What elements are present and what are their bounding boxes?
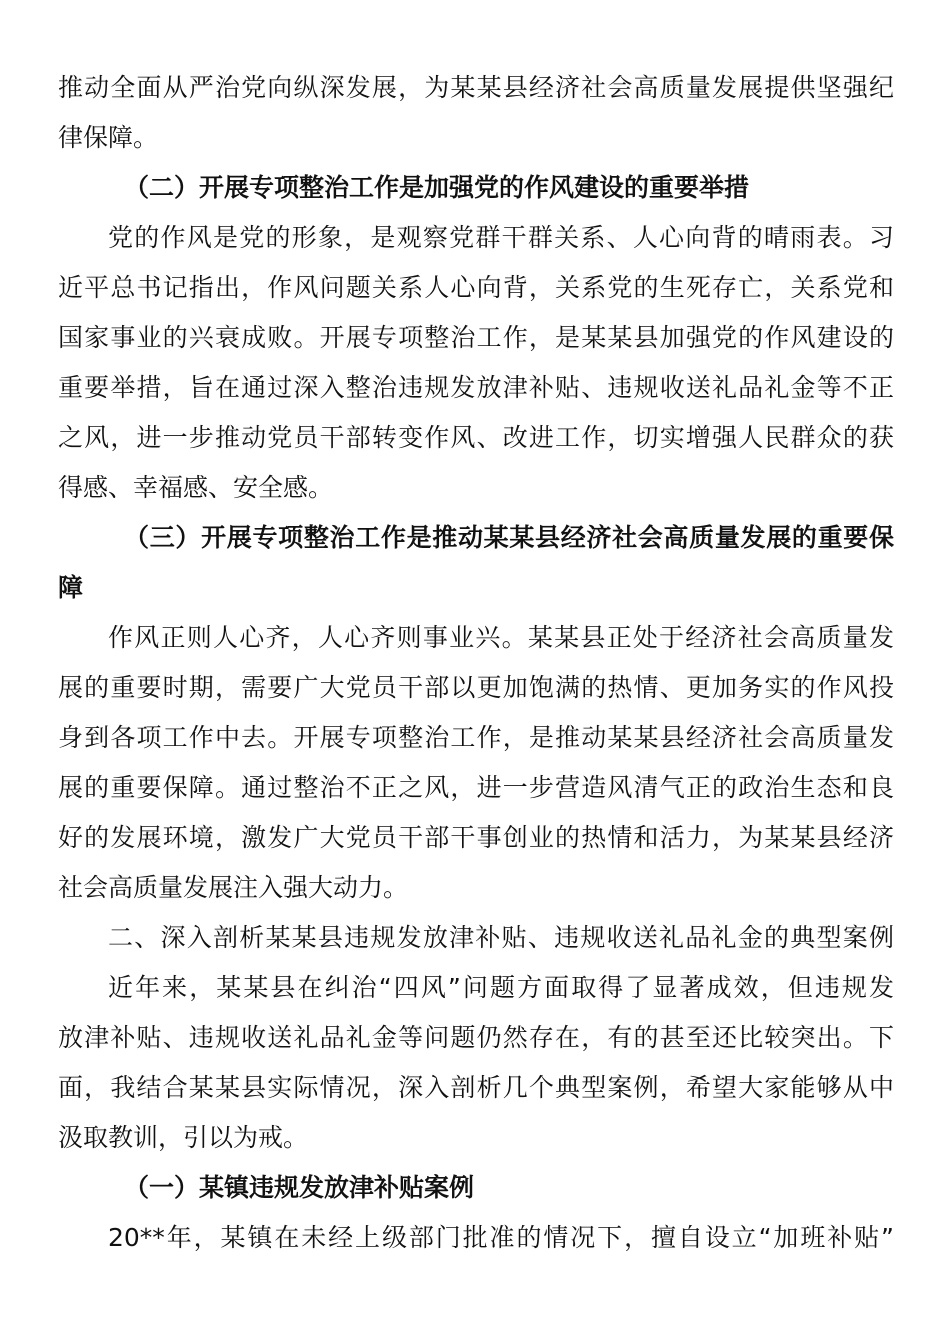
paragraph-line: 律保障。: [58, 123, 159, 152]
paragraph-line: 汲取教训，引以为戒。: [58, 1123, 309, 1152]
section-heading-line: （二）开展专项整治工作是加强党的作风建设的重要举措: [124, 173, 750, 202]
paragraph-line: 党的作风是党的形象，是观察党群干群关系、人心向背的晴雨表。习: [108, 223, 894, 252]
paragraph-line: 展的重要时期，需要广大党员干部以更加饱满的热情、更加务实的作风投: [58, 673, 894, 702]
paragraph-line: 之风，进一步推动党员干部转变作风、改进工作，切实增强人民群众的获: [58, 423, 894, 452]
paragraph-line: 面，我结合某某县实际情况，深入剖析几个典型案例，希望大家能够从中: [58, 1073, 894, 1102]
paragraph-line: 好的发展环境，激发广大党员干部干事创业的热情和活力，为某某县经济: [58, 823, 894, 852]
paragraph-line: 推动全面从严治党向纵深发展，为某某县经济社会高质量发展提供坚强纪: [58, 73, 894, 102]
paragraph-line: 放津补贴、违规收送礼品礼金等问题仍然存在，有的甚至还比较突出。下: [58, 1023, 894, 1052]
paragraph-line: 身到各项工作中去。开展专项整治工作，是推动某某县经济社会高质量发: [58, 723, 894, 752]
section-heading-line: 障: [58, 573, 84, 602]
paragraph-line: 展的重要保障。通过整治不正之风，进一步营造风清气正的政治生态和良: [58, 773, 894, 802]
section-heading-line: （三）开展专项整治工作是推动某某县经济社会高质量发展的重要保: [124, 523, 894, 552]
paragraph-line: 国家事业的兴衰成败。开展专项整治工作，是某某县加强党的作风建设的: [58, 323, 894, 352]
paragraph-line: 重要举措，旨在通过深入整治违规发放津补贴、违规收送礼品礼金等不正: [58, 373, 894, 402]
paragraph-line: 作风正则人心齐，人心齐则事业兴。某某县正处于经济社会高质量发: [108, 623, 894, 652]
paragraph-line: 20**年，某镇在未经上级部门批准的情况下，擅自设立“加班补贴”: [108, 1223, 894, 1252]
section-heading-line: （一）某镇违规发放津补贴案例: [124, 1173, 475, 1202]
paragraph-line: 二、深入剖析某某县违规发放津补贴、违规收送礼品礼金的典型案例: [108, 923, 894, 952]
paragraph-line: 得感、幸福感、安全感。: [58, 473, 334, 502]
paragraph-line: 近平总书记指出，作风问题关系人心向背，关系党的生死存亡，关系党和: [58, 273, 894, 302]
paragraph-line: 近年来，某某县在纠治“四风”问题方面取得了显著成效，但违规发: [108, 973, 894, 1002]
paragraph-line: 社会高质量发展注入强大动力。: [58, 873, 409, 902]
